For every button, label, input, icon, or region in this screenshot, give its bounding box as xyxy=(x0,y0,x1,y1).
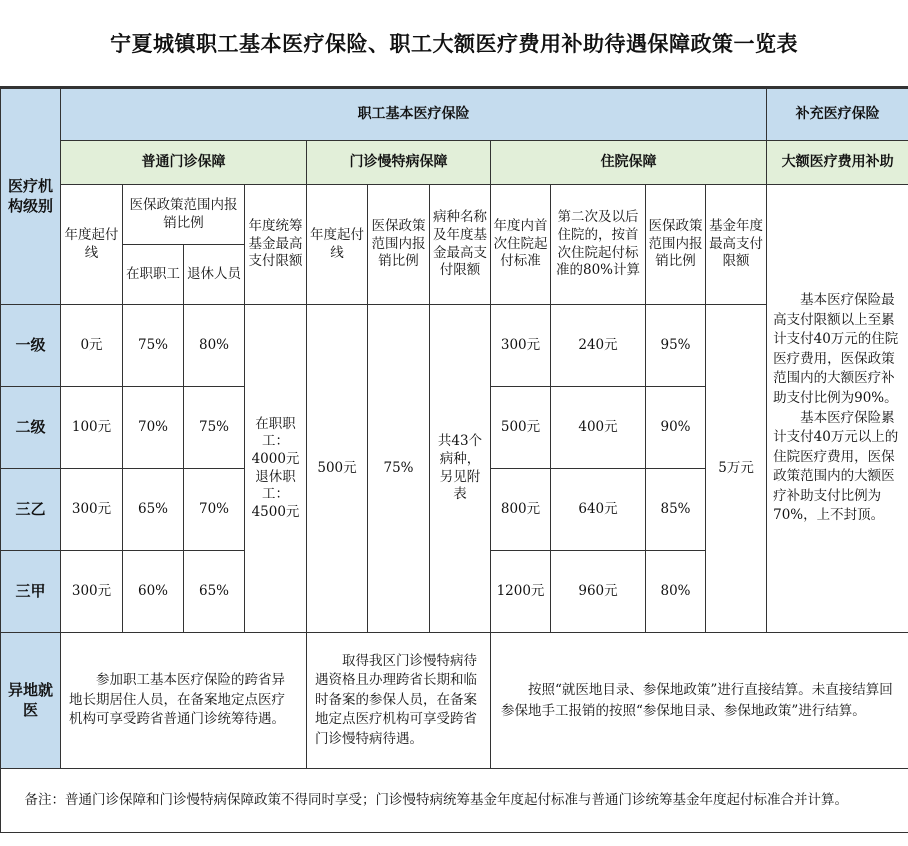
ip-ratio-cell: 85% xyxy=(646,469,706,551)
ch-disease-cell xyxy=(430,305,491,633)
op-cap-header: 年度统筹基金最高支付限额 xyxy=(245,185,307,305)
op-deductible-cell: 300元 xyxy=(61,469,123,551)
ip-first-header: 年度内首次住院起付标准 xyxy=(491,185,551,305)
supplement-insurance-header: 补充医疗保险 xyxy=(767,89,908,141)
ip-second-cell: 640元 xyxy=(551,469,646,551)
ip-first-cell: 800元 xyxy=(491,469,551,551)
ip-second-header: 第二次及以后住院的，按首次住院起付标准的80%计算 xyxy=(551,185,646,305)
large-paragraph-1: 基本医疗保险最高支付限额以上至累计支付40万元的住院医疗费用，医保政策范围内的大额医疗补助支付比例为90%。 xyxy=(773,292,899,406)
large-paragraph-2: 基本医疗保险累计支付40万元以上的住院医疗费用，医保政策范围内的大额医疗补助支付比例为70%，上不封顶。 xyxy=(773,409,899,524)
ch-disease-line: 表 xyxy=(453,486,467,503)
ch-disease-line: 共43个 xyxy=(437,433,483,450)
op-employed-cell: 70% xyxy=(123,387,184,469)
op-retired-cell: 75% xyxy=(184,387,245,469)
large-medical-header: 大额医疗费用补助 xyxy=(767,141,908,185)
op-ratio-header: 医保政策范围内报销比例 xyxy=(123,185,245,245)
policy-table xyxy=(0,88,908,833)
op-cap-line: 在职职 xyxy=(255,415,296,432)
op-deductible-cell: 0元 xyxy=(61,305,123,387)
level-label: 二级 xyxy=(1,387,61,469)
op-deductible-cell: 100元 xyxy=(61,387,123,469)
offsite-outpatient-text: 参加职工基本医疗保险的跨省异地长期居住人员，在备案地定点医疗机构可享受跨省普通门诊统筹待遇。 xyxy=(61,633,307,769)
level-label: 一级 xyxy=(1,305,61,387)
ch-ratio-header: 医保政策范围内报销比例 xyxy=(368,185,430,305)
op-cap-line: 4500元 xyxy=(251,503,300,520)
ip-cap-cell: 5万元 xyxy=(706,305,767,633)
ip-cap-header: 基金年度最高支付限额 xyxy=(706,185,767,305)
ip-first-cell: 300元 xyxy=(491,305,551,387)
row-header-label: 医疗机构级别 xyxy=(7,177,53,215)
op-retired-cell: 65% xyxy=(184,551,245,633)
inpatient-header: 住院保障 xyxy=(491,141,767,185)
ip-ratio-cell: 95% xyxy=(646,305,706,387)
level-label: 三甲 xyxy=(1,551,61,633)
chronic-disease-header: 门诊慢特病保障 xyxy=(307,141,491,185)
footnote: 备注：普通门诊保障和门诊慢特病保障政策不得同时享受；门诊慢特病统筹基金年度起付标准与普通门诊统筹基金年度起付标准合并计算。 xyxy=(1,769,908,833)
ch-disease-line: 另见附 xyxy=(439,468,481,485)
row-header-cell xyxy=(1,89,61,305)
large-medical-cell xyxy=(767,185,908,633)
op-employed-cell: 60% xyxy=(123,551,184,633)
ip-ratio-header: 医保政策范围内报销比例 xyxy=(646,185,706,305)
ch-ratio-cell: 75% xyxy=(368,305,430,633)
op-retired-cell: 70% xyxy=(184,469,245,551)
ip-second-cell: 400元 xyxy=(551,387,646,469)
ch-disease-header: 病种名称及年度基金最高支付限额 xyxy=(430,185,491,305)
ch-deductible-cell: 500元 xyxy=(307,305,368,633)
op-cap-line: 工： xyxy=(262,486,289,503)
ch-disease-line: 病种， xyxy=(439,450,481,467)
op-cap-cell xyxy=(245,305,307,633)
op-cap-line: 退休职 xyxy=(255,468,296,485)
ip-second-cell: 960元 xyxy=(551,551,646,633)
ip-first-cell: 1200元 xyxy=(491,551,551,633)
offsite-label: 异地就医 xyxy=(1,633,61,769)
op-cap-line: 工： xyxy=(262,433,289,450)
ip-second-cell: 240元 xyxy=(551,305,646,387)
op-employed-cell: 75% xyxy=(123,305,184,387)
ch-deductible-header: 年度起付线 xyxy=(307,185,368,305)
op-retired-cell: 80% xyxy=(184,305,245,387)
outpatient-header: 普通门诊保障 xyxy=(61,141,307,185)
op-deductible-cell: 300元 xyxy=(61,551,123,633)
op-employed-cell: 65% xyxy=(123,469,184,551)
ip-first-cell: 500元 xyxy=(491,387,551,469)
ip-ratio-cell: 90% xyxy=(646,387,706,469)
op-employed-header: 在职职工 xyxy=(123,245,184,305)
op-deductible-header: 年度起付线 xyxy=(61,185,123,305)
offsite-inpatient-text: 按照“就医地目录、参保地政策”进行直接结算。未直接结算回参保地手工报销的按照“参保地目录、参保地政策”进行结算。 xyxy=(491,633,908,769)
offsite-chronic-text: 取得我区门诊慢特病待遇资格且办理跨省长期和临时备案的参保人员，在备案地定点医疗机构可享受跨省门诊慢特病待遇。 xyxy=(307,633,491,769)
op-retired-header: 退休人员 xyxy=(184,245,245,305)
basic-insurance-header: 职工基本医疗保险 xyxy=(61,89,767,141)
level-label: 三乙 xyxy=(1,469,61,551)
page-title: 宁夏城镇职工基本医疗保险、职工大额医疗费用补助待遇保障政策一览表 xyxy=(0,0,908,88)
ip-ratio-cell: 80% xyxy=(646,551,706,633)
op-cap-line: 4000元 xyxy=(251,450,300,467)
